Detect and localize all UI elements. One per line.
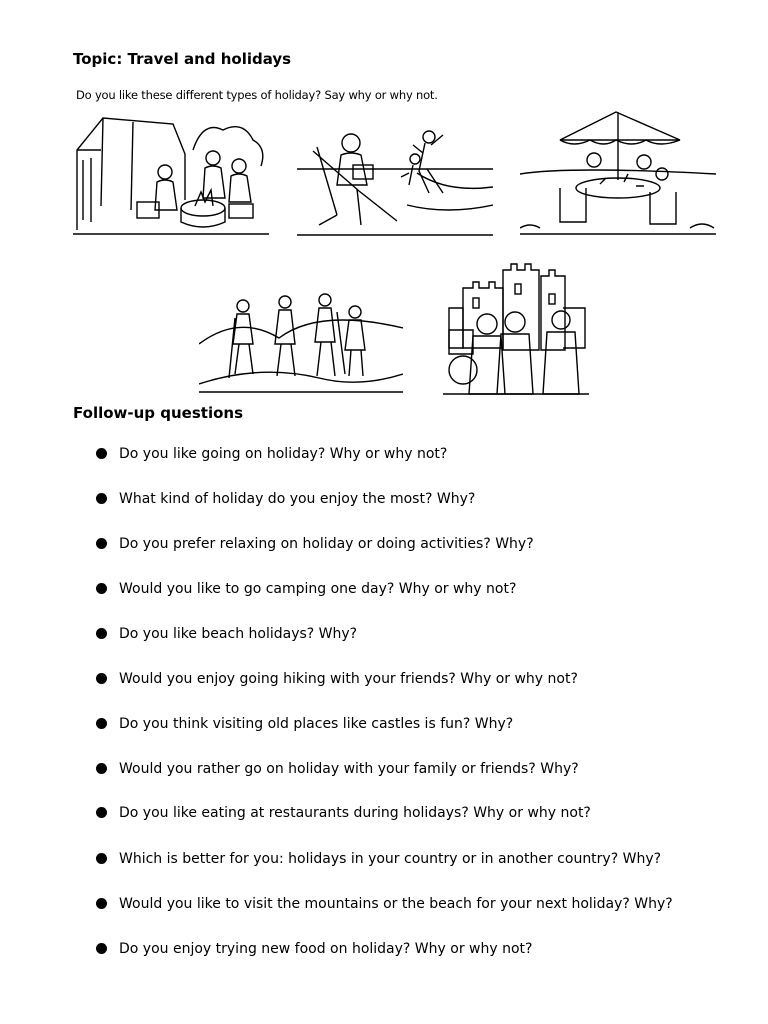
beach-scene-illustration — [297, 125, 493, 241]
bullet-icon — [96, 583, 107, 594]
list-item: Do you like eating at restaurants during holidays? Why or why not? — [96, 805, 591, 821]
list-item: Do you prefer relaxing on holiday or doing activities? Why? — [96, 536, 534, 552]
instruction-text: Do you like these different types of holiday? Say why or why not. — [76, 88, 438, 102]
list-item: What kind of holiday do you enjoy the most? Why? — [96, 491, 475, 507]
list-item: Would you rather go on holiday with your family or friends? Why? — [96, 761, 579, 777]
bullet-icon — [96, 853, 107, 864]
outdoor-restaurant-illustration — [520, 110, 716, 238]
followup-heading: Follow-up questions — [73, 404, 243, 422]
list-item: Do you think visiting old places like castles is fun? Why? — [96, 716, 513, 732]
bullet-icon — [96, 673, 107, 684]
bullet-icon — [96, 628, 107, 639]
list-item: Which is better for you: holidays in your country or in another country? Why? — [96, 851, 661, 867]
bullet-icon — [96, 718, 107, 729]
list-item: Would you like to go camping one day? Why or why not? — [96, 581, 516, 597]
list-item: Would you enjoy going hiking with your friends? Why or why not? — [96, 671, 578, 687]
bullet-icon — [96, 898, 107, 909]
bullet-icon — [96, 538, 107, 549]
bullet-icon — [96, 763, 107, 774]
list-item: Would you like to visit the mountains or the beach for your next holiday? Why? — [96, 896, 673, 912]
list-item: Do you like going on holiday? Why or why not? — [96, 446, 447, 462]
castle-visit-illustration — [443, 258, 589, 396]
bullet-icon — [96, 943, 107, 954]
bullet-icon — [96, 807, 107, 818]
list-item: Do you like beach holidays? Why? — [96, 626, 357, 642]
page-title: Topic: Travel and holidays — [73, 50, 292, 68]
list-item: Do you enjoy trying new food on holiday? Why or why not? — [96, 941, 532, 957]
hiking-scene-illustration — [199, 288, 403, 396]
bullet-icon — [96, 493, 107, 504]
bullet-icon — [96, 448, 107, 459]
camping-scene-illustration — [73, 110, 269, 238]
